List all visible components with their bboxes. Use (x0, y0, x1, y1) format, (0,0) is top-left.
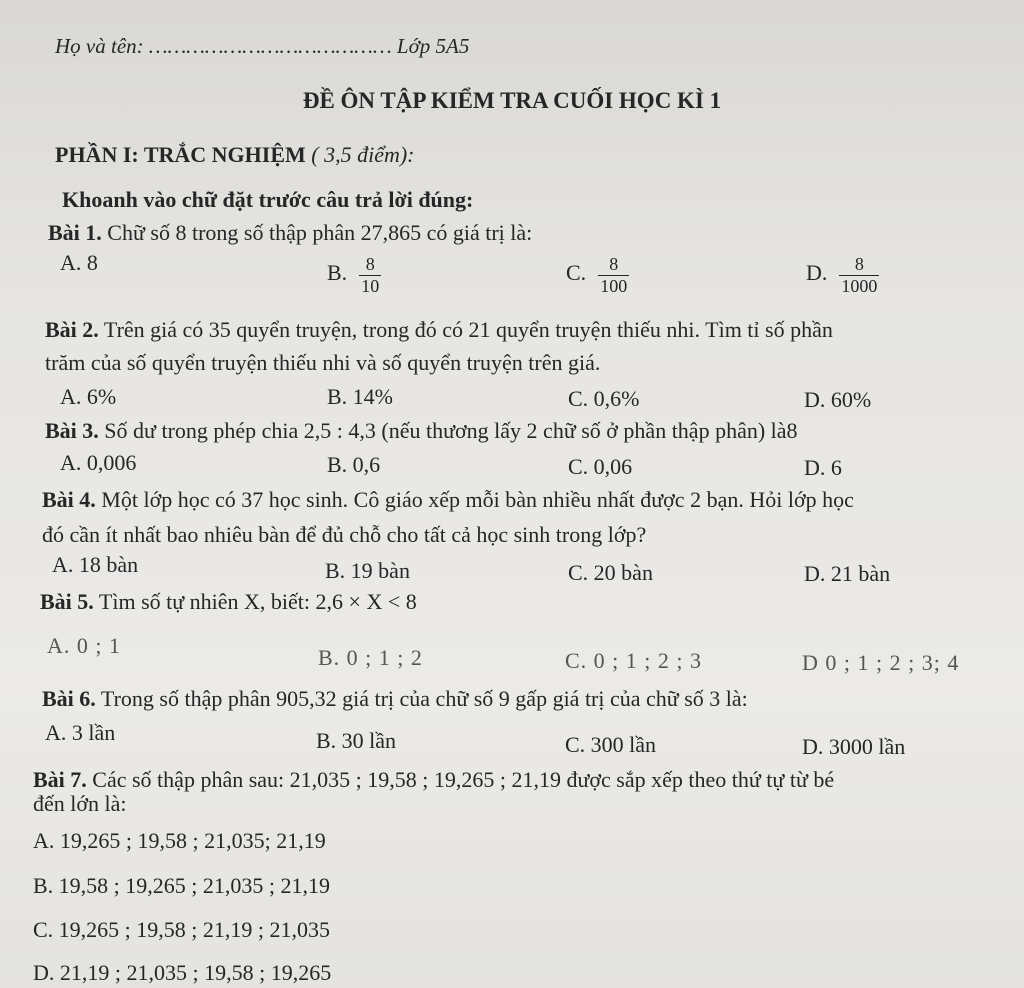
question-text: Chữ số 8 trong số thập phân 27,865 có giá trị là: (107, 220, 533, 245)
q3-option-a: A. 0,006 (60, 450, 137, 475)
q7-option-d: D. 21,19 ; 21,035 ; 19,58 ; 19,265 (33, 960, 332, 985)
q5-option-c: C. 0 ; 1 ; 2 ; 3 (565, 648, 703, 673)
q1-option-b (327, 254, 381, 296)
instruction: Khoanh vào chữ đặt trước câu trả lời đúng: (62, 187, 474, 212)
question-text: Số dư trong phép chia 2,5 : 4,3 (nếu thương lấy 2 chữ số ở phần thập phân) là8 (104, 418, 798, 443)
numerator: 8 (609, 254, 619, 274)
q5-option-b: B. 0 ; 1 ; 2 (318, 645, 423, 670)
question-2-cont: trăm của số quyển truyện thiếu nhi và số quyển truyện trên giá. (45, 350, 601, 375)
question-7-cont: đến lớn là: (33, 791, 127, 816)
q1-option-d (806, 254, 879, 296)
denominator: 1000 (841, 275, 878, 296)
denominator: 100 (600, 275, 628, 296)
question-2 (45, 317, 833, 343)
question-7 (33, 767, 834, 793)
question-number: Bài 7. (33, 767, 87, 792)
name-dots: ………………………………… (148, 34, 392, 58)
q1-option-a: A. 8 (60, 250, 98, 275)
numerator: 8 (365, 254, 375, 274)
part-heading (55, 142, 415, 168)
fraction (839, 254, 879, 296)
q3-option-b: B. 0,6 (327, 452, 381, 477)
q2-option-a: A. 6% (60, 384, 117, 409)
page-title: ĐỀ ÔN TẬP KIỂM TRA CUỐI HỌC KÌ 1 (302, 88, 722, 113)
question-number: Bài 2. (45, 317, 99, 342)
q7-option-c: C. 19,265 ; 19,58 ; 21,19 ; 21,035 (33, 917, 331, 942)
q2-option-d: D. 60% (804, 387, 872, 412)
denominator: 10 (361, 275, 380, 296)
q7-option-b: B. 19,58 ; 19,265 ; 21,035 ; 21,19 (33, 873, 331, 898)
option-label: B. (327, 260, 348, 286)
q6-option-c: C. 300 lần (565, 732, 657, 757)
q4-option-d: D. 21 bàn (804, 561, 891, 586)
question-number: Bài 1. (48, 220, 102, 245)
fraction (359, 254, 381, 296)
q5-option-d: D 0 ; 1 ; 2 ; 3; 4 (802, 650, 960, 675)
q7-option-a: A. 19,265 ; 19,58 ; 21,035; 21,19 (33, 828, 326, 853)
q6-option-a: A. 3 lần (45, 720, 116, 745)
question-text: Tìm số tự nhiên X, biết: 2,6 × X < 8 (98, 589, 417, 614)
q2-option-c: C. 0,6% (568, 386, 640, 411)
option-label: C. (566, 260, 587, 286)
q1-option-c (566, 254, 629, 296)
question-number: Bài 3. (45, 418, 99, 443)
student-header (55, 34, 469, 59)
q4-option-c: C. 20 bàn (568, 560, 653, 585)
q5-option-a: A. 0 ; 1 (47, 633, 121, 658)
question-5 (40, 589, 417, 615)
question-number: Bài 5. (40, 589, 94, 614)
question-text: Một lớp học có 37 học sinh. Cô giáo xếp mỗi bàn nhiều nhất được 2 bạn. Hỏi lớp học (101, 487, 854, 512)
name-label: Họ và tên: (55, 34, 144, 58)
question-text: Trên giá có 35 quyển truyện, trong đó có 21 quyển truyện thiếu nhi. Tìm tỉ số phần (103, 317, 833, 342)
q3-option-c: C. 0,06 (568, 454, 633, 479)
question-4-cont: đó cần ít nhất bao nhiêu bàn để đủ chỗ cho tất cả học sinh trong lớp? (42, 522, 647, 547)
q2-option-b: B. 14% (327, 384, 393, 409)
question-text: Trong số thập phân 905,32 giá trị của chữ số 9 gấp giá trị của chữ số 3 là: (100, 686, 748, 711)
question-4 (42, 487, 854, 513)
q4-option-a: A. 18 bàn (52, 552, 139, 577)
question-6 (42, 686, 748, 712)
class-label: Lớp 5A5 (396, 34, 470, 58)
q6-option-d: D. 3000 lần (802, 734, 906, 759)
question-text: Các số thập phân sau: 21,035 ; 19,58 ; 19,265 ; 21,19 được sắp xếp theo thứ tự từ bé (92, 767, 835, 792)
numerator: 8 (854, 254, 864, 274)
question-number: Bài 6. (42, 686, 96, 711)
q6-option-b: B. 30 lần (316, 728, 397, 753)
fraction (598, 254, 629, 296)
option-label: D. (806, 260, 828, 286)
question-number: Bài 4. (42, 487, 96, 512)
part-points: ( 3,5 điểm): (311, 142, 415, 167)
question-3 (45, 418, 798, 444)
q3-option-d: D. 6 (804, 455, 842, 480)
question-1 (48, 220, 532, 246)
q4-option-b: B. 19 bàn (325, 558, 410, 583)
part-label: PHẦN I: TRẮC NGHIỆM (55, 142, 306, 167)
